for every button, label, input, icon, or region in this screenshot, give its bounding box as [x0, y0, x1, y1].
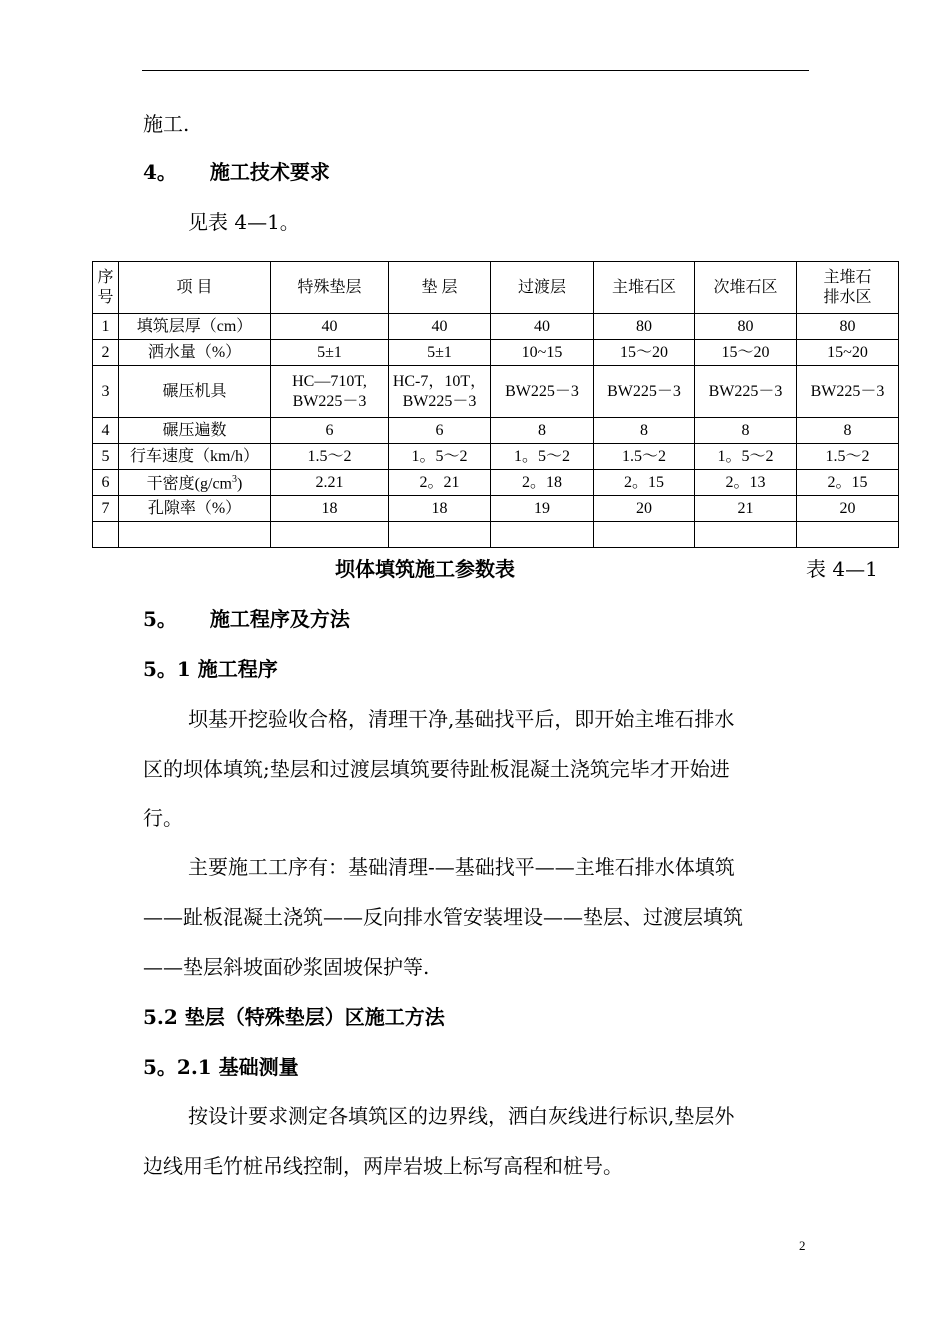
paragraph-line: 坝基开挖验收合格，清理干净,基础找平后，即开始主堆石排水 [188, 707, 735, 731]
heading-number: 4。 [143, 160, 177, 184]
table-cell: HC-7，10T， BW225－3 [389, 366, 491, 418]
heading-number: 5。 [143, 607, 177, 631]
table-cell: BW225－3 [695, 366, 797, 418]
table-row [93, 496, 899, 522]
table-cell: 1。5～2 [695, 444, 797, 470]
table-cell: BW225－3 [797, 366, 899, 418]
table-cell: 1.5～2 [594, 444, 695, 470]
row-item: 干密度$(g/cm^3)$ [119, 470, 271, 496]
section-heading-5 [143, 609, 350, 629]
header-col: 特殊垫层 [271, 262, 389, 314]
paragraph-line: 施工. [143, 112, 190, 136]
paragraph-line: 按设计要求测定各填筑区的边界线，洒白灰线进行标识,垫层外 [188, 1104, 735, 1128]
paragraph-line: 主要施工工序有：基础清理-—基础找平——主堆石排水体填筑 [188, 855, 735, 879]
table-cell: 1。5～2 [491, 444, 594, 470]
table-cell: 15～20 [695, 340, 797, 366]
caption-number: 表 4—1 [806, 557, 878, 581]
table-cell: 40 [389, 314, 491, 340]
table-cell: 6 [389, 418, 491, 444]
table-row [93, 418, 899, 444]
table-cell: 1.5～2 [797, 444, 899, 470]
table-header-row [93, 262, 899, 314]
row-item: 碾压遍数 [119, 418, 271, 444]
paragraph-line: 行。 [143, 806, 183, 830]
table-cell: 40 [491, 314, 594, 340]
caption-title: 坝体填筑施工参数表 [335, 557, 515, 581]
row-item: 孔隙率（%） [119, 496, 271, 522]
table-cell: 1.5～2 [271, 444, 389, 470]
paragraph-line: 边线用毛竹桩吊线控制，两岸岩坡上标写高程和桩号。 [143, 1154, 623, 1178]
header-col: 主堆石区 [594, 262, 695, 314]
table-cell: 20 [797, 496, 899, 522]
subsection-heading-5-1: 5。1 施工程序 [143, 657, 278, 681]
header-col: 次堆石区 [695, 262, 797, 314]
row-number: 3 [93, 366, 119, 418]
table-cell: 20 [594, 496, 695, 522]
table-cell: 2。21 [389, 470, 491, 496]
table-cell: 5±1 [271, 340, 389, 366]
header-col: 垫 层 [389, 262, 491, 314]
table-cell: 1。5～2 [389, 444, 491, 470]
paragraph-line: ——垫层斜坡面砂浆固坡保护等. [143, 955, 430, 979]
table-row [93, 444, 899, 470]
table-row [93, 470, 899, 496]
table-cell: 15～20 [594, 340, 695, 366]
paragraph-line: ——趾板混凝土浇筑——反向排水管安装埋设——垫层、过渡层填筑 [143, 905, 743, 929]
section-heading-4 [143, 162, 330, 182]
subsection-heading-5-2: 5.2 垫层（特殊垫层）区施工方法 [143, 1005, 445, 1029]
row-number: 6 [93, 470, 119, 496]
table-cell: 2。13 [695, 470, 797, 496]
table-cell: 40 [271, 314, 389, 340]
table-row [93, 366, 899, 418]
heading-text: 施工程序及方法 [209, 607, 350, 631]
table-cell: 8 [695, 418, 797, 444]
table-reference: 见表 4—1。 [188, 210, 300, 234]
row-item: 碾压机具 [119, 366, 271, 418]
table-cell: 15~20 [797, 340, 899, 366]
table-cell: 18 [389, 496, 491, 522]
table-cell: 8 [491, 418, 594, 444]
table-cell: 2。15 [594, 470, 695, 496]
row-item: 行车速度（km/h） [119, 444, 271, 470]
table-row [93, 340, 899, 366]
table-cell: 10~15 [491, 340, 594, 366]
table-cell: 21 [695, 496, 797, 522]
header-seq: 序 号 [93, 262, 119, 314]
row-number: 1 [93, 314, 119, 340]
header-col: 过渡层 [491, 262, 594, 314]
table-cell: BW225－3 [594, 366, 695, 418]
table-row-empty [93, 522, 899, 548]
row-item: 洒水量（%） [119, 340, 271, 366]
paragraph-line: 区的坝体填筑;垫层和过渡层填筑要待趾板混凝土浇筑完毕才开始进 [143, 757, 730, 781]
subsection-heading-5-2-1: 5。2.1 基础测量 [143, 1055, 299, 1079]
table-cell: 80 [695, 314, 797, 340]
parameter-table [92, 261, 899, 548]
row-number: 4 [93, 418, 119, 444]
table-cell: 19 [491, 496, 594, 522]
table-cell: BW225－3 [491, 366, 594, 418]
table-cell: 80 [594, 314, 695, 340]
table-cell: 8 [797, 418, 899, 444]
table-cell: 6 [271, 418, 389, 444]
row-number: 2 [93, 340, 119, 366]
heading-text: 施工技术要求 [209, 160, 330, 184]
row-item: 填筑层厚（cm） [119, 314, 271, 340]
table-cell: HC—710T, BW225－3 [271, 366, 389, 418]
table-cell: 2。18 [491, 470, 594, 496]
table-cell: 2.21 [271, 470, 389, 496]
row-number: 7 [93, 496, 119, 522]
table-cell: 5±1 [389, 340, 491, 366]
table-row [93, 314, 899, 340]
table-cell: 8 [594, 418, 695, 444]
row-number: 5 [93, 444, 119, 470]
table-cell: 80 [797, 314, 899, 340]
table-cell: 2。15 [797, 470, 899, 496]
table-cell: 18 [271, 496, 389, 522]
header-rule [142, 70, 809, 71]
page-number: 2 [799, 1238, 806, 1253]
header-item: 项 目 [119, 262, 271, 314]
header-col: 主堆石 排水区 [797, 262, 899, 314]
